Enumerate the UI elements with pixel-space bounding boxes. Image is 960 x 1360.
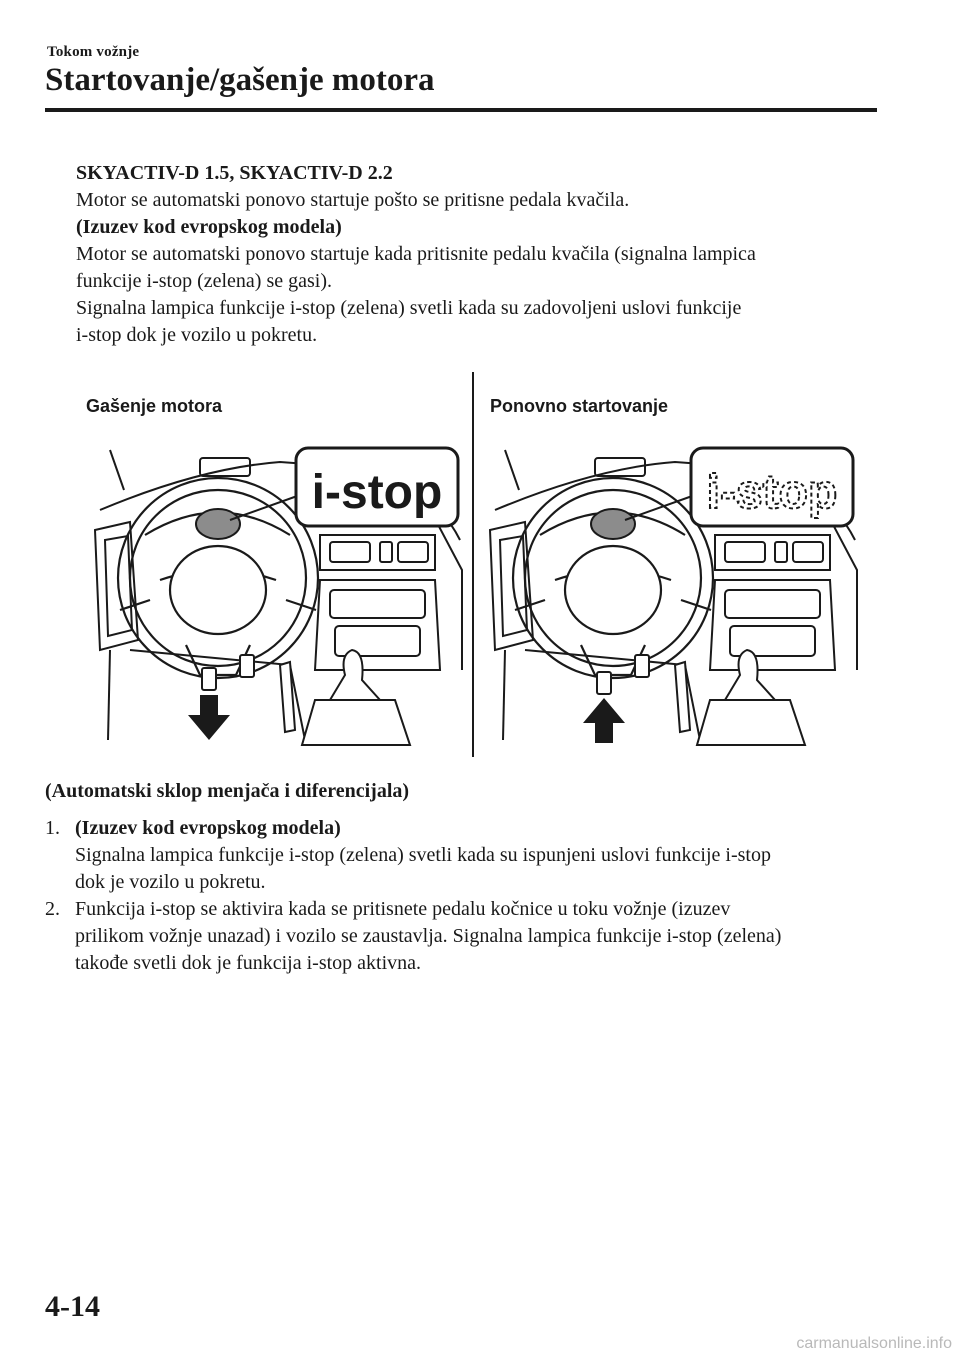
- intro-subheading: (Izuzev kod evropskog modela): [76, 216, 342, 238]
- steps-list: [45, 815, 875, 977]
- istop-figure: [80, 372, 880, 757]
- intro-line-4: Signalna lampica funkcije i-stop (zelena) svetli kada su zadovoljeni uslovi funkcije: [76, 297, 742, 319]
- intro-line-5: i-stop dok je vozilo u pokretu.: [76, 324, 318, 346]
- item-heading: (Izuzev kod evropskog modela): [75, 817, 341, 839]
- automatic-heading: (Automatski sklop menjača i diferencijala): [45, 780, 410, 802]
- istop-indicator-off: i-stop: [706, 466, 838, 519]
- title-rule: [45, 108, 877, 112]
- item-line: dok je vozilo u pokretu.: [75, 871, 266, 893]
- list-item: [45, 815, 875, 896]
- intro-line-2: Motor se automatski ponovo startuje kada pritisnite pedalu kvačila (signalna lampica: [76, 243, 756, 265]
- page-title: Startovanje/gašenje motora: [45, 62, 435, 98]
- item-number: 2.: [45, 898, 60, 920]
- intro-line-3: funkcije i-stop (zelena) se gasi).: [76, 270, 333, 292]
- dashboard-illustration-restart: [485, 440, 860, 750]
- page-number: 4-14: [45, 1290, 100, 1323]
- figure-right-label: Ponovno startovanje: [490, 396, 669, 416]
- list-item: [45, 896, 875, 977]
- arrow-up-icon: [583, 698, 625, 743]
- item-line: takođe svetli dok je funkcija i-stop aktivna.: [75, 952, 422, 974]
- intro-line-1: Motor se automatski ponovo startuje pošto se pritisne pedala kvačila.: [76, 189, 630, 211]
- figure-divider: [472, 372, 474, 757]
- arrow-down-icon: [188, 695, 230, 740]
- item-line: Signalna lampica funkcije i-stop (zelena) svetli kada su ispunjeni uslovi funkcije i-stop: [75, 844, 771, 866]
- item-number: 1.: [45, 817, 60, 839]
- item-line: prilikom vožnje unazad) i vozilo se zaustavlja. Signalna lampica funkcije i-stop (zelena): [75, 925, 782, 947]
- item-line: Funkcija i-stop se aktivira kada se pritisnete pedalu kočnice u toku vožnje (izuzev: [75, 898, 731, 920]
- watermark: carmanualsonline.info: [796, 1335, 952, 1352]
- dashboard-illustration-stop: [90, 440, 465, 750]
- intro-block: [76, 160, 876, 349]
- automatic-section: [45, 778, 875, 805]
- engine-heading: SKYACTIV-D 1.5, SKYACTIV-D 2.2: [76, 162, 393, 184]
- figure-left-label: Gašenje motora: [86, 396, 223, 416]
- istop-indicator-on: i-stop: [311, 466, 443, 519]
- section-label: Tokom vožnje: [47, 44, 140, 60]
